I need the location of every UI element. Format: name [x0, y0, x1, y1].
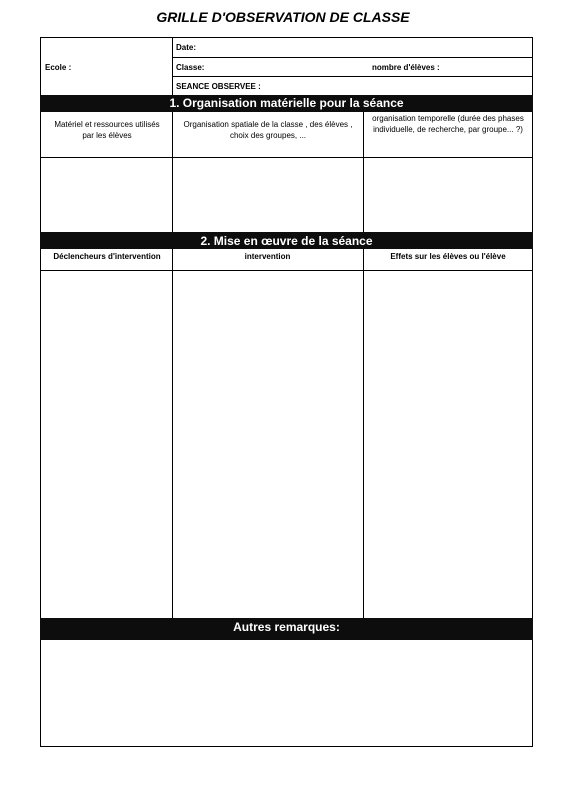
section1-heading: 1. Organisation matérielle pour la séance — [40, 95, 533, 112]
date-label: Date: — [176, 43, 197, 52]
section2-header-line — [40, 270, 533, 271]
section2-column-effets: Effets sur les élèves ou l'élève — [390, 252, 506, 261]
section3-heading: Autres remarques: — [40, 618, 533, 640]
observation-grid — [40, 37, 533, 747]
seance-label: SEANCE OBSERVEE : — [176, 82, 261, 91]
section1-column-organisation-spatiale: Organisation spatiale de la classe , des élèves , choix des groupes, ... — [183, 120, 353, 140]
section2-col-divider-1 — [172, 249, 173, 618]
section2-column-declencheurs: Déclencheurs d'intervention — [53, 252, 161, 261]
section1-col-divider-1 — [172, 112, 173, 232]
classe-label: Classe: — [176, 63, 205, 72]
ecole-label: Ecole : — [45, 63, 72, 72]
section2-heading: 2. Mise en œuvre de la séance — [40, 232, 533, 249]
header-row-divider-1 — [172, 57, 533, 58]
section2-col-divider-2 — [363, 249, 364, 618]
section2-column-intervention: intervention — [244, 252, 291, 261]
section1-column-materiel: Matériel et ressources utilisés par les élèves — [54, 120, 160, 140]
header-row-divider-2 — [172, 76, 533, 77]
nombre-eleves-label: nombre d'élèves : — [372, 63, 440, 72]
page-title: GRILLE D'OBSERVATION DE CLASSE — [156, 9, 410, 25]
section1-header-line — [40, 157, 533, 158]
section1-col-divider-2 — [363, 112, 364, 232]
header-divider — [172, 37, 173, 95]
section1-column-organisation-temporelle: organisation temporelle (durée des phases individuelle, de recherche, par groupe... ?) — [372, 114, 524, 134]
